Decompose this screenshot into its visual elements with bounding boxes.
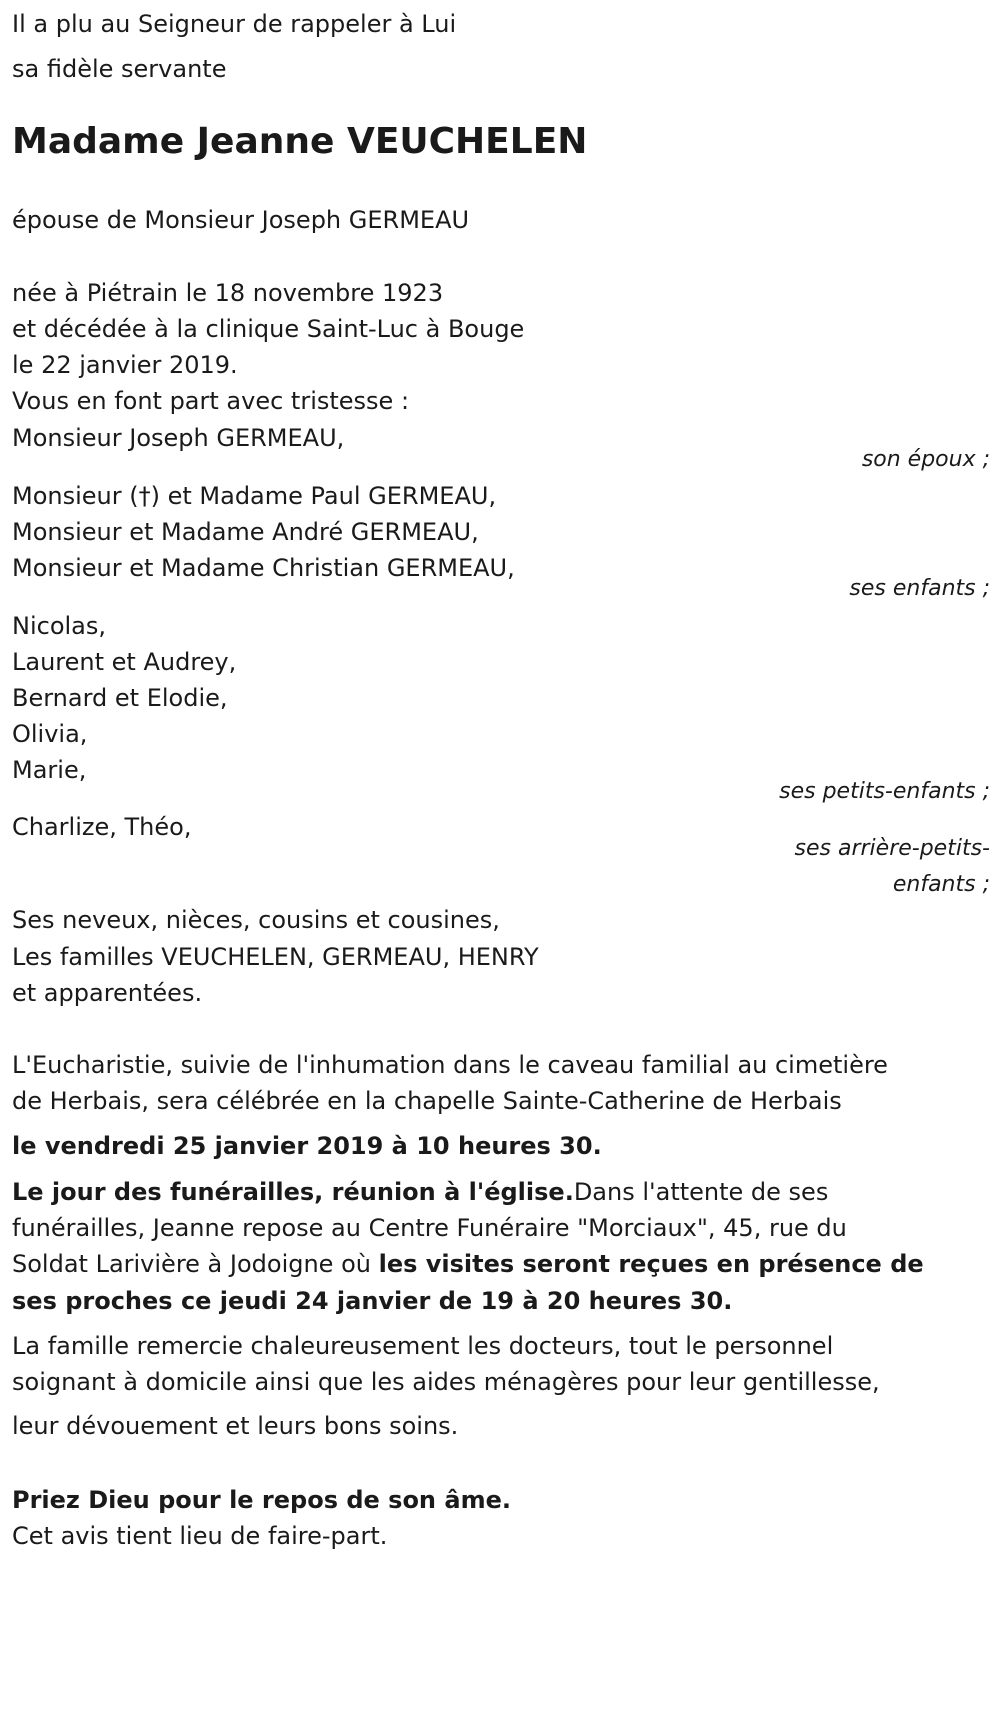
intro-line-1: Il a plu au Seigneur de rappeler à Lui [12,10,457,38]
spouse-member: Monsieur Joseph GERMEAU, [12,424,345,452]
thanks-line-3: leur dévouement et leurs bons soins. [12,1412,459,1440]
prayer-line: Priez Dieu pour le repos de son âme. [12,1486,511,1514]
ceremony-line-2: de Herbais, sera célébrée en la chapelle Sainte-Catherine de Herbais [12,1087,842,1115]
grandchildren-role: ses petits-enfants ; [779,779,990,804]
grandchild-member: Nicolas, [12,612,107,640]
ceremony-line-1: L'Eucharistie, suivie de l'inhumation dans le caveau familial au cimetière [12,1051,888,1079]
great-grandchildren-role-1: ses arrière-petits- [794,836,990,861]
child-member: Monsieur et Madame André GERMEAU, [12,518,479,546]
child-member: Monsieur (†) et Madame Paul GERMEAU, [12,482,497,510]
relatives-line-3: et apparentées. [12,979,203,1007]
great-grandchildren-role-2: enfants ; [892,872,990,897]
grandchild-member: Bernard et Elodie, [12,684,228,712]
ceremony-date: le vendredi 25 janvier 2019 à 10 heures 30. [12,1132,602,1160]
visits-line-1 [12,1172,828,1212]
great-grandchild-member: Charlize, Théo, [12,813,192,841]
child-member: Monsieur et Madame Christian GERMEAU, [12,554,515,582]
announcement-line: Vous en font part avec tristesse : [12,387,410,415]
visits-line-2: funérailles, Jeanne repose au Centre Funéraire "Morciaux", 45, rue du [12,1214,847,1242]
grandchild-member: Olivia, [12,720,88,748]
relatives-line-1: Ses neveux, nièces, cousins et cousines, [12,906,500,934]
visits-line-4: ses proches ce jeudi 24 janvier de 19 à 20 heures 30. [12,1287,733,1315]
children-role: ses enfants ; [849,576,990,601]
relatives-line-2: Les familles VEUCHELEN, GERMEAU, HENRY [12,943,539,971]
spouse-role: son époux ; [861,447,990,472]
visits-text-a: Dans l'attente de ses [573,1178,829,1206]
death-date-line: le 22 janvier 2019. [12,351,238,379]
funeral-day-gathering: Le jour des funérailles, réunion à l'église. [12,1178,574,1206]
notice-line: Cet avis tient lieu de faire-part. [12,1522,388,1550]
death-line-1: et décédée à la clinique Saint-Luc à Bouge [12,315,525,343]
intro-line-2: sa fidèle servante [12,55,227,83]
grandchild-member: Marie, [12,756,87,784]
birth-line-1: née à Piétrain le 18 novembre 1923 [12,279,444,307]
deceased-name: Madame Jeanne VEUCHELEN [12,121,588,162]
spouse-line: épouse de Monsieur Joseph GERMEAU [12,206,470,234]
visits-line-3-plain: Soldat Larivière à Jodoigne où [12,1250,379,1278]
visits-line-3-bold: les visites seront reçues en présence de [378,1250,924,1278]
thanks-line-1: La famille remercie chaleureusement les docteurs, tout le personnel [12,1332,834,1360]
thanks-line-2: soignant à domicile ainsi que les aides ménagères pour leur gentillesse, [12,1368,880,1396]
visits-line-3 [12,1244,924,1284]
grandchild-member: Laurent et Audrey, [12,648,237,676]
